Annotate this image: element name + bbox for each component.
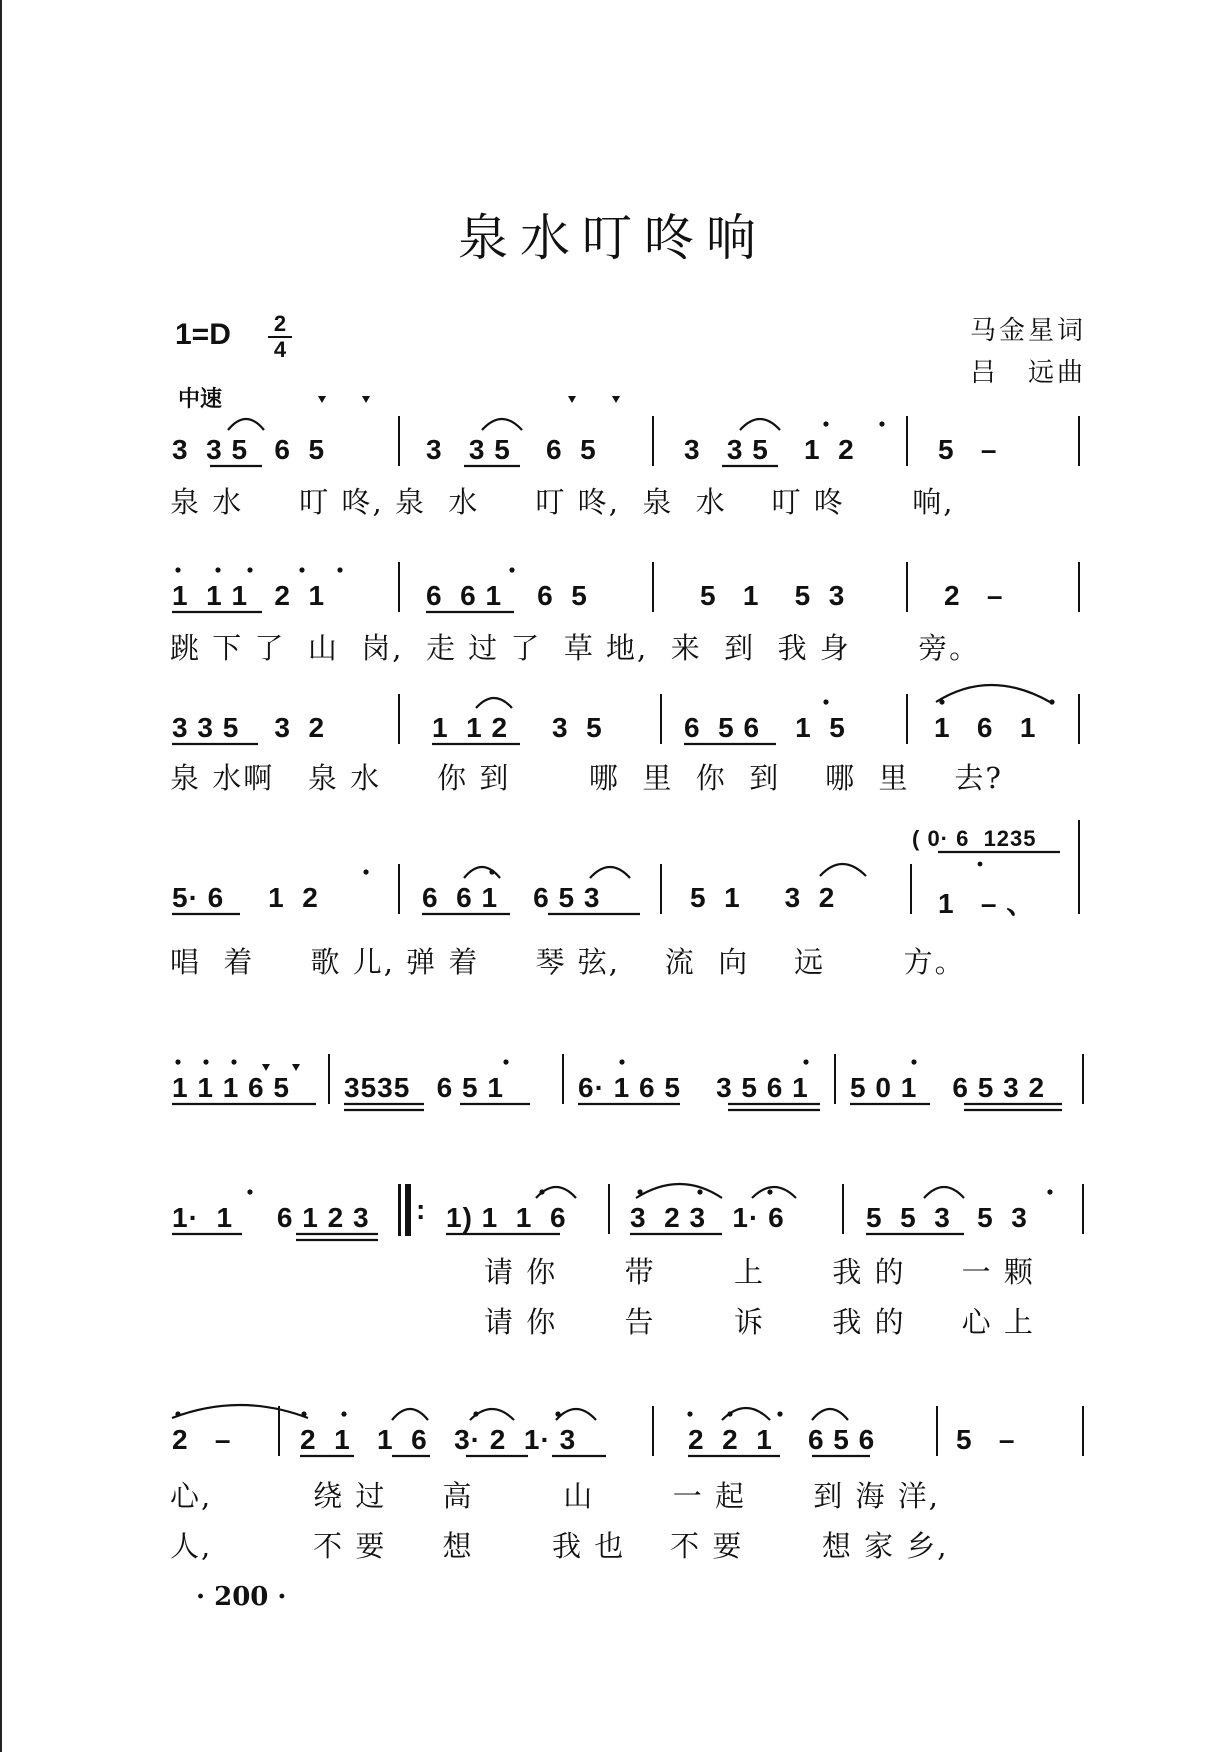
barline: [936, 1406, 938, 1456]
slur: [482, 419, 522, 430]
measure-3: 3 3 5 1 2: [684, 434, 855, 465]
lyric-line-verse-1: 请 你 带 上 我 的 一 颗: [484, 1255, 1035, 1289]
measure-21: 1· 1 6 1 2 3: [172, 1202, 370, 1233]
measure-9: 3 3 5 3 2: [172, 712, 326, 743]
lyric-line-verse-2: 请 你 告 诉 我 的 心 上: [484, 1305, 1035, 1339]
barline: [398, 562, 400, 612]
measure-2: 3 3 5 6 5: [426, 434, 597, 465]
measure-6: 6 6 1 6 5: [426, 580, 588, 611]
slur: [740, 419, 780, 430]
measure-11: 6 5 6 1 5: [684, 712, 846, 743]
measure-8: 2 –: [944, 580, 1004, 611]
barline: [398, 864, 400, 914]
measure-13: 5· 6 1 2: [172, 882, 319, 913]
barline: [1082, 1406, 1084, 1456]
barline: [652, 562, 654, 612]
barline: [1078, 820, 1080, 914]
barline: [1078, 562, 1080, 612]
repeat-barline-thick: [405, 1184, 411, 1236]
key-signature: 1=D: [175, 318, 231, 351]
barline: [906, 562, 908, 612]
measure-4: 5 –: [938, 434, 998, 465]
barline: [842, 1184, 844, 1234]
slur: [228, 419, 264, 430]
lyric-line-verse-2: 人, 不 要 想 我 也 不 要 想 家 乡,: [170, 1529, 949, 1563]
tempo-marking: 中速: [178, 387, 223, 412]
barline: [652, 416, 654, 466]
instrumental-intro: ( 0· 6 1235: [912, 826, 1037, 851]
measure-1: 3 3 5 6 5: [172, 434, 326, 465]
barline: [660, 694, 662, 744]
slur: [936, 685, 1050, 702]
barline: [608, 1184, 610, 1234]
measure-18: 3535 6 5 1: [344, 1072, 504, 1103]
barline: [1082, 1054, 1084, 1104]
slur: [172, 1405, 308, 1418]
measure-25: 2 –: [172, 1424, 232, 1455]
measure-27: 2 2 1 6 5 6: [688, 1424, 876, 1455]
barline: [1078, 416, 1080, 466]
slur: [752, 1187, 796, 1198]
barline: [398, 694, 400, 744]
slur: [590, 867, 630, 878]
barline: [906, 694, 908, 744]
repeat-dots: :: [416, 1194, 427, 1225]
slur: [556, 1409, 596, 1420]
measure-16: 1 – 、: [938, 888, 1036, 919]
measure-12: 1 6 1: [934, 712, 1037, 743]
barline: [1078, 694, 1080, 744]
measure-17: 1 1 1 6 5: [172, 1072, 290, 1103]
lyric-line: 唱 着 歌 儿, 弹 着 琴 弦, 流 向 远 方。: [170, 945, 966, 979]
lyric-line: 泉 水 叮 咚, 泉 水 叮 咚, 泉 水 叮 咚 响,: [170, 485, 955, 519]
measure-20: 5 0 1 6 5 3 2: [850, 1072, 1046, 1103]
measure-26: 2 1 1 6 3· 2 1· 3: [300, 1424, 577, 1455]
slur: [812, 1409, 848, 1420]
measure-14: 6 6 1 6 5 3: [422, 882, 601, 913]
lyric-line-verse-1: 心, 绕 过 高 山 一 起 到 海 洋,: [170, 1479, 940, 1513]
barline: [328, 1054, 330, 1104]
slur: [536, 1187, 576, 1198]
time-signature-top: 2: [268, 312, 292, 338]
slur: [636, 1184, 722, 1198]
slur: [820, 864, 866, 876]
barline: [906, 416, 908, 466]
measure-28: 5 –: [956, 1424, 1016, 1455]
slur: [464, 867, 500, 878]
time-signature: [268, 312, 292, 362]
repeat-barline-thin: [398, 1184, 401, 1236]
lyric-line: 泉 水啊 泉 水 你 到 哪 里 你 到 哪 里 去?: [170, 761, 1003, 795]
measure-15: 5 1 3 2: [690, 882, 836, 913]
measure-5: 1 1 1 2 1: [172, 580, 326, 611]
barline: [1082, 1184, 1084, 1234]
page-number: · 200 ·: [196, 1582, 287, 1612]
time-signature-bottom: 4: [273, 337, 287, 362]
barline: [910, 864, 912, 914]
slur: [470, 1409, 514, 1420]
measure-22: 1) 1 1 6: [446, 1202, 567, 1233]
measure-23: 3 2 3 1· 6: [630, 1202, 785, 1233]
measure-7: 5 1 5 3: [700, 580, 846, 611]
slur: [924, 1187, 964, 1198]
composer-credit: 吕 远曲: [969, 358, 1086, 388]
slur: [722, 1408, 770, 1420]
song-title: 泉水叮咚响: [458, 209, 768, 267]
measure-24: 5 5 3 5 3: [866, 1202, 1028, 1233]
barline: [278, 1406, 280, 1456]
barline: [834, 1054, 836, 1104]
barline: [562, 1054, 564, 1104]
barline: [652, 1406, 654, 1456]
barline: [660, 864, 662, 914]
slur: [392, 1409, 428, 1420]
lyricist-credit: 马金星词: [969, 316, 1086, 346]
lyric-line: 跳 下 了 山 岗, 走 过 了 草 地, 来 到 我 身 旁。: [170, 631, 981, 665]
slur: [476, 698, 512, 708]
barline: [398, 416, 400, 466]
measure-19: 6· 1 6 5 3 5 6 1: [578, 1072, 809, 1103]
measure-10: 1 1 2 3 5: [432, 712, 603, 743]
